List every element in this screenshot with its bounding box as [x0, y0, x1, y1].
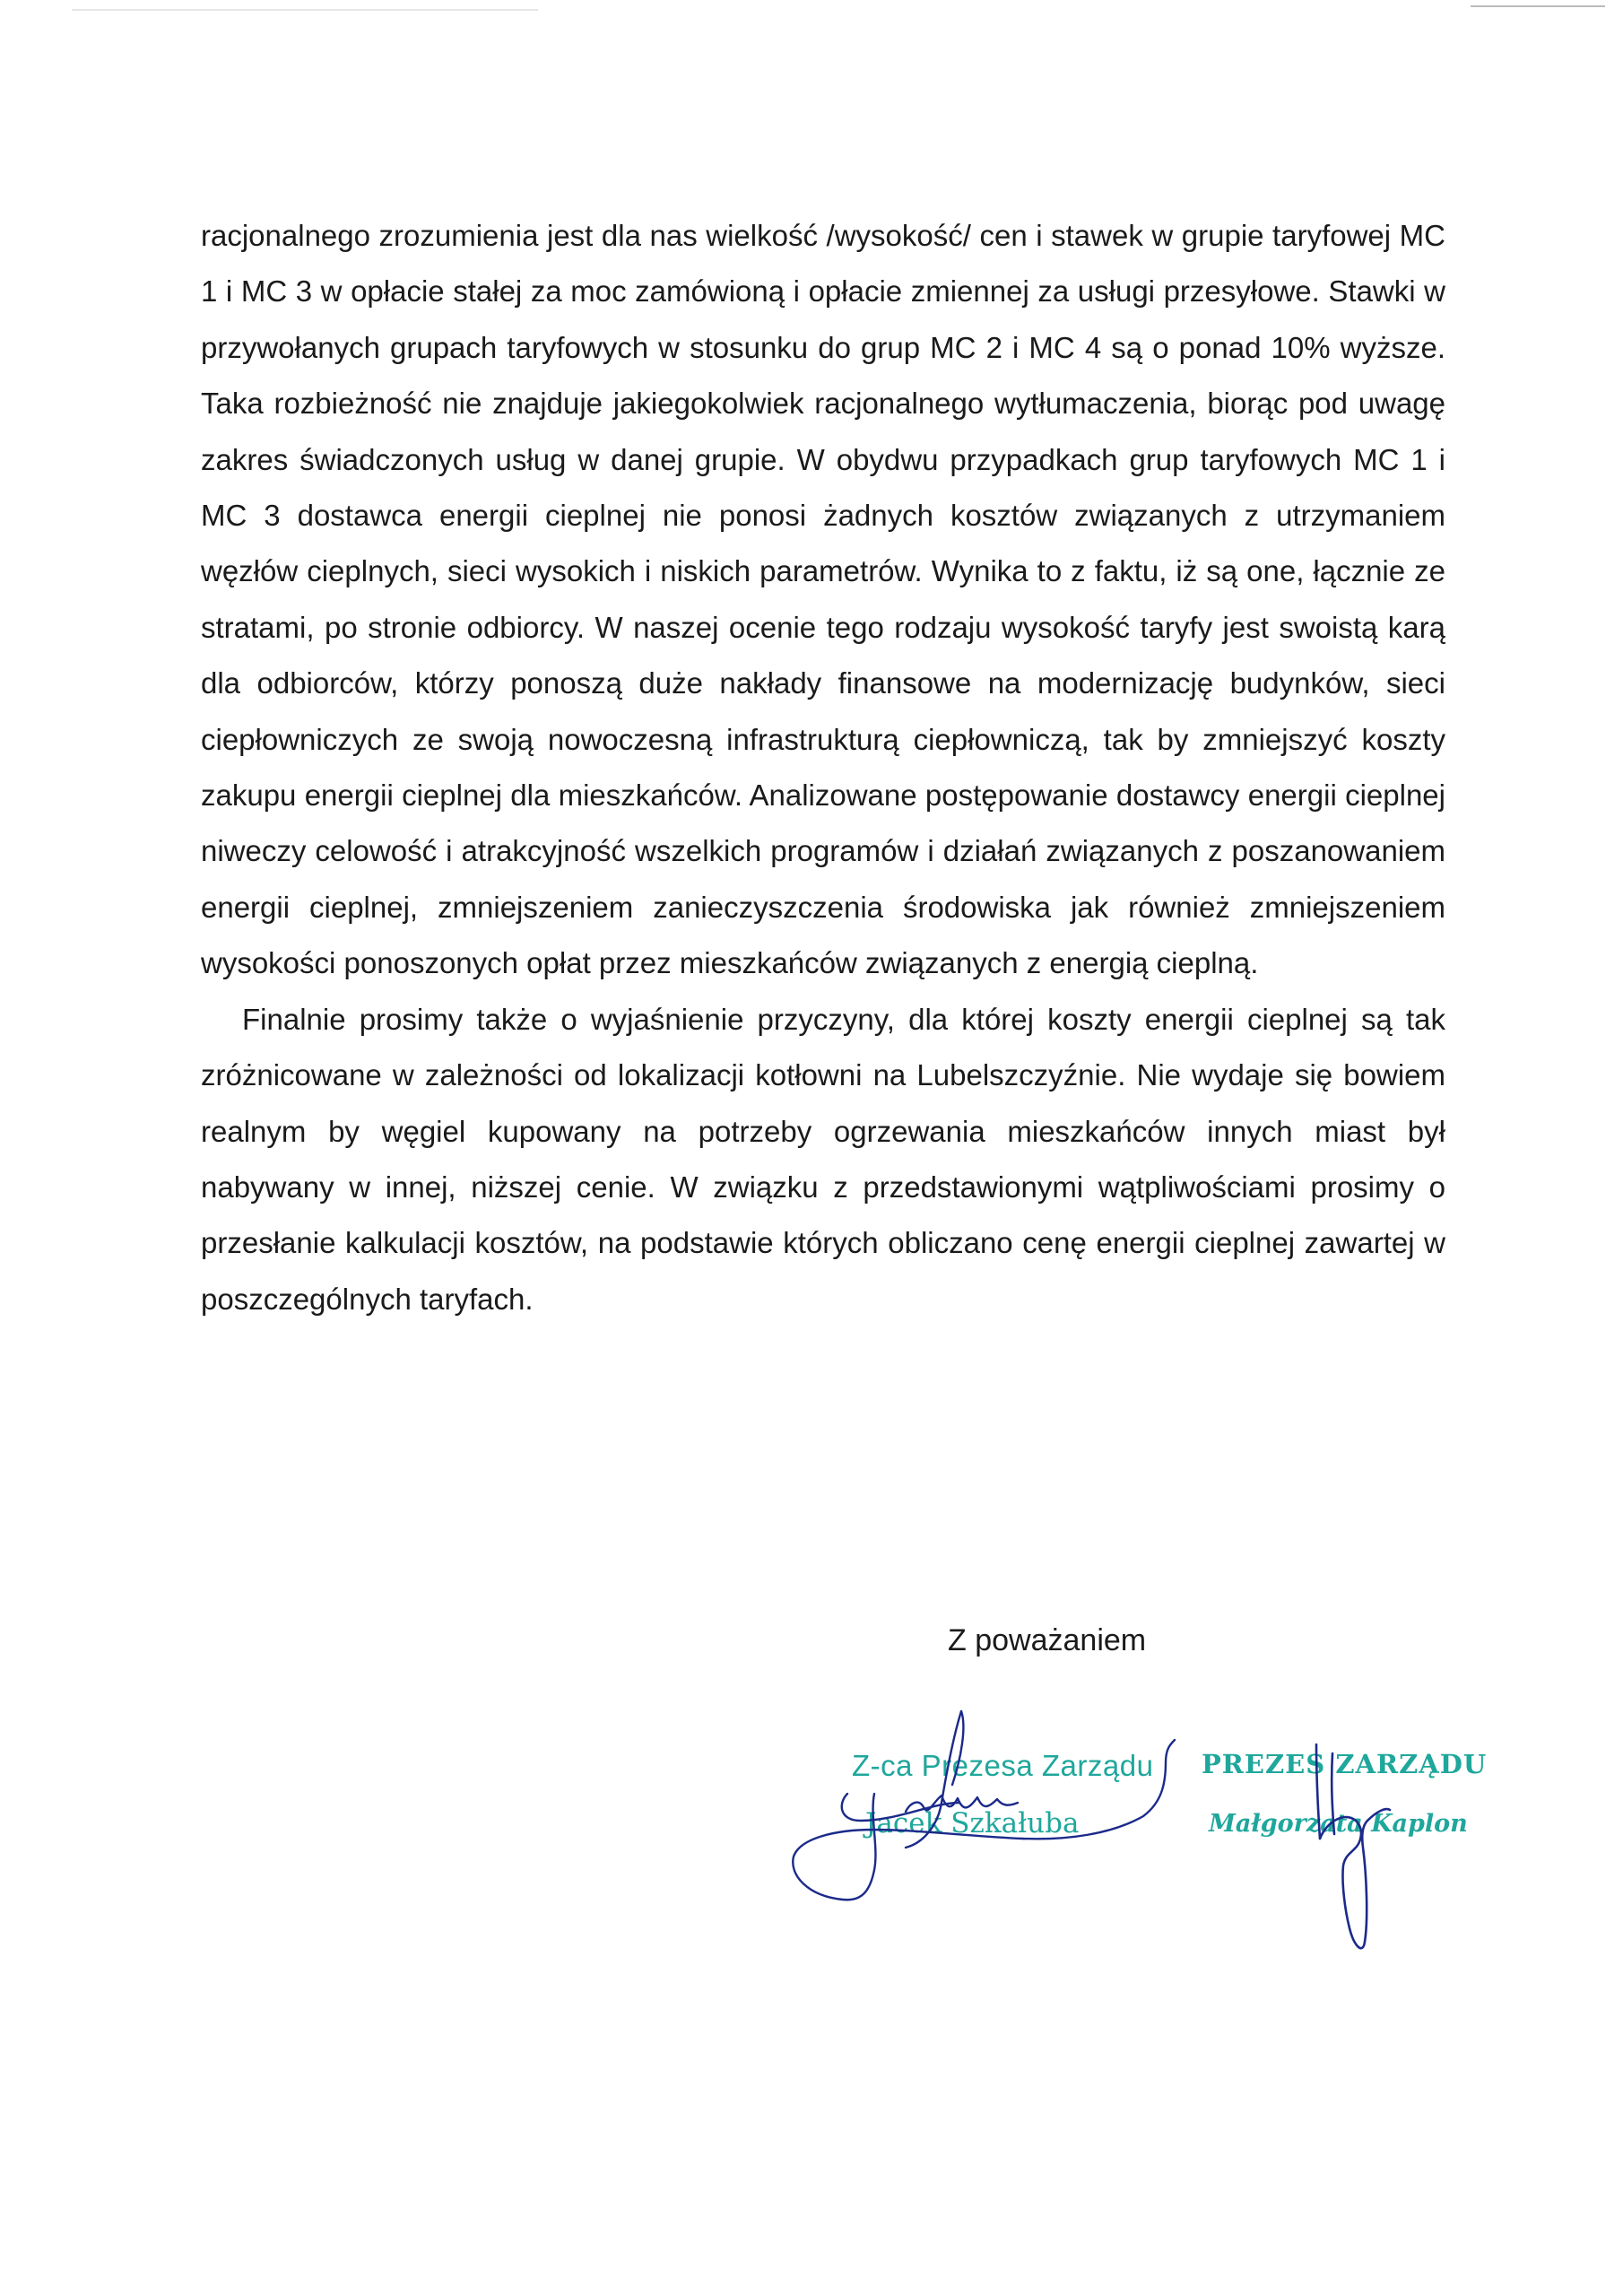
signature-president: [1316, 1744, 1390, 1948]
paragraph-1: racjonalnego zrozumienia jest dla nas wielkość /wysokość/ cen i stawek w grupie taryfowej MC 1 i MC 3 w opłacie stałej za moc zamówioną i opłacie zmiennej za usługi przesyłowe. Stawki w przywołanych grupach taryfowych w stosunku do grup MC 2 i MC 4 są o ponad 10% wyższe. Taka rozbieżność nie znajduje jakiegokolwiek racjonalnego wytłumaczenia, biorąc pod uwagę zakres świadczonych usług w danej grupie. W obydwu przypadkach grup taryfowych MC 1 i MC 3 dostawca energii cieplnej nie ponosi żadnych kosztów związanych z utrzymaniem węzłów cieplnych, sieci wysokich i niskich parametrów. Wynika to z faktu, iż są one, łącznie ze stratami, po stronie odbiorcy. W naszej ocenie tego rodzaju wysokość taryfy jest swoistą karą dla odbiorców, którzy ponoszą duże nakłady finansowe na modernizację budynków, sieci ciepłowniczych ze swoją nowoczesną infrastrukturą ciepłowniczą, tak by zmniejszyć koszty zakupu energii cieplnej dla mieszkańców. Analizowane postępowanie dostawcy energii cieplnej niweczy celowość i atrakcyjność wszelkich programów i działań związanych z poszanowaniem energii cieplnej, zmniejszeniem zanieczyszczenia środowiska jak również zmniejszeniem wysokości ponoszonych opłat przez mieszkańców związanych z energią cieplną.: [201, 219, 1445, 980]
paragraph-2: Finalnie prosimy także o wyjaśnienie przyczyny, dla której koszty energii cieplnej są tak zróżnicowane w zależności od lokalizacji kotłowni na Lubelszczyźnie. Nie wydaje się bowiem realnym by węgiel kupowany na potrzeby ogrzewania mieszkańców innych miast był nabywany w innej, niższej cenie. W związku z przedstawionymi wątpliwościami prosimy o przesłanie kalkulacji kosztów, na podstawie których obliczano cenę energii cieplnej zawartej w poszczególnych taryfach.: [201, 1002, 1445, 1316]
stamp-president-role: PREZES ZARZĄDU: [1202, 1749, 1488, 1779]
signature-vice-president: [793, 1711, 1175, 1900]
stamp-vice-president-role: Z-ca Prezesa Zarządu: [852, 1749, 1154, 1782]
stamp-president-name: Małgorzata Kaplon: [1209, 1810, 1468, 1838]
closing-salutation: Z poważaniem: [948, 1623, 1147, 1657]
stamp-vice-president-name: Jacek Szkałuba: [865, 1807, 1080, 1839]
